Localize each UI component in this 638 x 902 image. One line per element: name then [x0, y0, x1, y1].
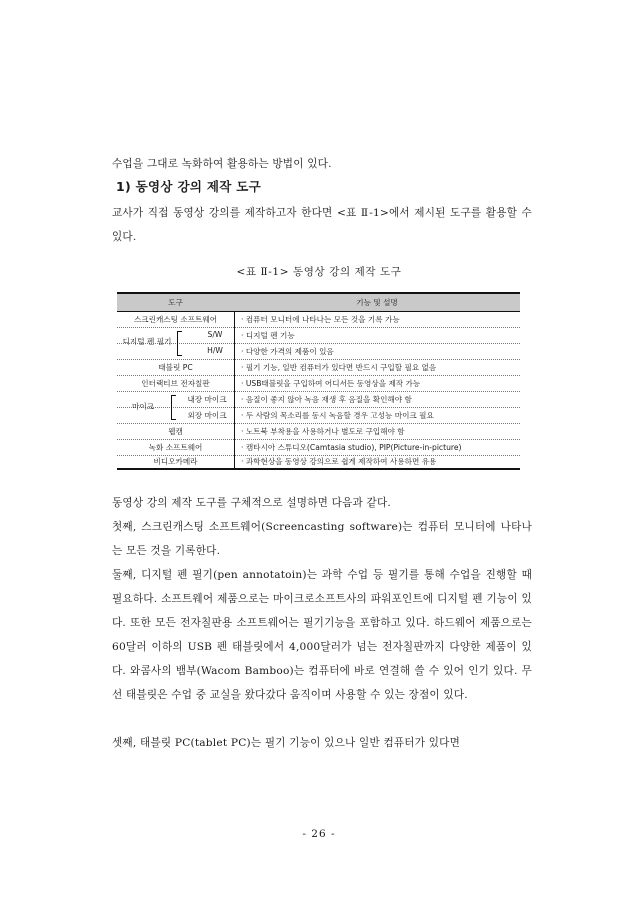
intro-line: 수업을 그대로 녹화하여 활용하는 방법이 있다. — [112, 158, 332, 170]
row-group-label: 디지털 펜 필기 — [122, 337, 172, 346]
row-tool: 스크린캐스팅 소프트웨어 — [133, 315, 218, 324]
row-description: · 디지털 펜 기능 — [241, 331, 295, 340]
table-row — [117, 312, 520, 328]
paragraph-second: 둘째, 디지털 펜 필기(pen annotatoin)는 과학 수업 등 필기를 통해 수업을 진행할 때 필요하다. 소프트웨어 제품으로는 마이크로소프트사의 파워포인트에 디지털 펜 기능이 있다. 또한 모든 전자칠판용 소프트웨어는 필기기능을 포함하고 있다. 하드웨어 제품으로는 60달러 이하의 USB 펜 태블릿에서 4,000달러가 넘는 전자칠판까지 다양한 제품이 있다. 와콤사의 뱀부(Wacom Bamboo)는 컴퓨터에 바로 연결해 쓸 수 있어 인기 있다. 무선 태블릿은 수업 중 교실을 왔다갔다 움직이며 사용할 수 있는 장점이 있다. — [112, 569, 532, 701]
row-description: · 노트북 부착용을 사용하거나 별도로 구입해야 함 — [241, 427, 405, 436]
column-divider — [234, 311, 235, 468]
row-description: · 다양한 가격의 제품이 있음 — [241, 347, 334, 356]
row-tool: 웹캠 — [168, 427, 183, 436]
group-bracket — [171, 395, 176, 420]
header-description: 기능 및 설명 — [356, 298, 398, 307]
table-row — [117, 454, 520, 469]
row-description: · 필기 기능, 일반 컴퓨터가 있다면 반드시 구입할 필요 없음 — [241, 363, 437, 372]
row-group-label: 마이크 — [131, 402, 154, 411]
paragraph-first: 첫째, 스크린캐스팅 소프트웨어(Screencasting software)는 컴퓨터 모니터에 나타나는 모든 것을 기록한다. — [112, 521, 532, 557]
row-tool: 태블릿 PC — [158, 363, 193, 372]
group-bracket — [177, 331, 182, 356]
row-description: · 두 사람의 목소리를 동시 녹음할 경우 고성능 마이크 필요 — [241, 411, 434, 420]
table-header — [117, 294, 520, 312]
table-row — [117, 376, 520, 392]
row-description: · 컴퓨터 모니터에 나타나는 모든 것을 기록 가능 — [241, 315, 400, 324]
row-description: · 음질이 좋지 않아 녹음 재생 후 음질을 확인해야 함 — [241, 395, 412, 404]
row-tool: 외장 마이크 — [187, 411, 227, 420]
table-caption: <표 Ⅱ-1> 동영상 강의 제작 도구 — [236, 266, 402, 278]
row-description: · USB태블릿을 구입하여 어디서든 동영상을 제작 가능 — [241, 379, 421, 388]
table-row — [117, 408, 520, 424]
paragraph-summary: 동영상 강의 제작 도구를 구체적으로 설명하면 다음과 같다. — [112, 497, 391, 509]
row-tool: S/W — [207, 330, 223, 339]
table-row — [117, 392, 520, 408]
row-tool: 내장 마이크 — [187, 395, 227, 404]
header-tool: 도구 — [168, 298, 183, 307]
paragraph-third: 셋째, 태블릿 PC(tablet PC)는 필기 기능이 있으나 일반 컴퓨터가 있다면 — [112, 737, 461, 749]
row-tool: 녹화 소프트웨어 — [148, 443, 203, 452]
table-row — [117, 424, 520, 440]
tools-table — [117, 292, 520, 470]
table-row — [117, 360, 520, 376]
page-number: - 26 - — [302, 828, 336, 840]
row-tool: 인터랙티브 전자칠판 — [141, 379, 210, 388]
section-heading: 1) 동영상 강의 제작 도구 — [116, 179, 261, 194]
intro-paragraph: 교사가 직접 동영상 강의를 제작하고자 한다면 <표 Ⅱ-1>에서 제시된 도구를 활용할 수 있다. — [112, 207, 532, 243]
row-description: · 캠타시아 스튜디오(Camtasia studio), PIP(Picture-in-picture) — [241, 443, 462, 452]
row-tool: 비디오카메라 — [153, 457, 198, 466]
row-description: · 과학현상을 동영상 강의으로 쉽게 제작하여 사용하면 유용 — [241, 457, 437, 466]
row-tool: H/W — [207, 346, 223, 355]
